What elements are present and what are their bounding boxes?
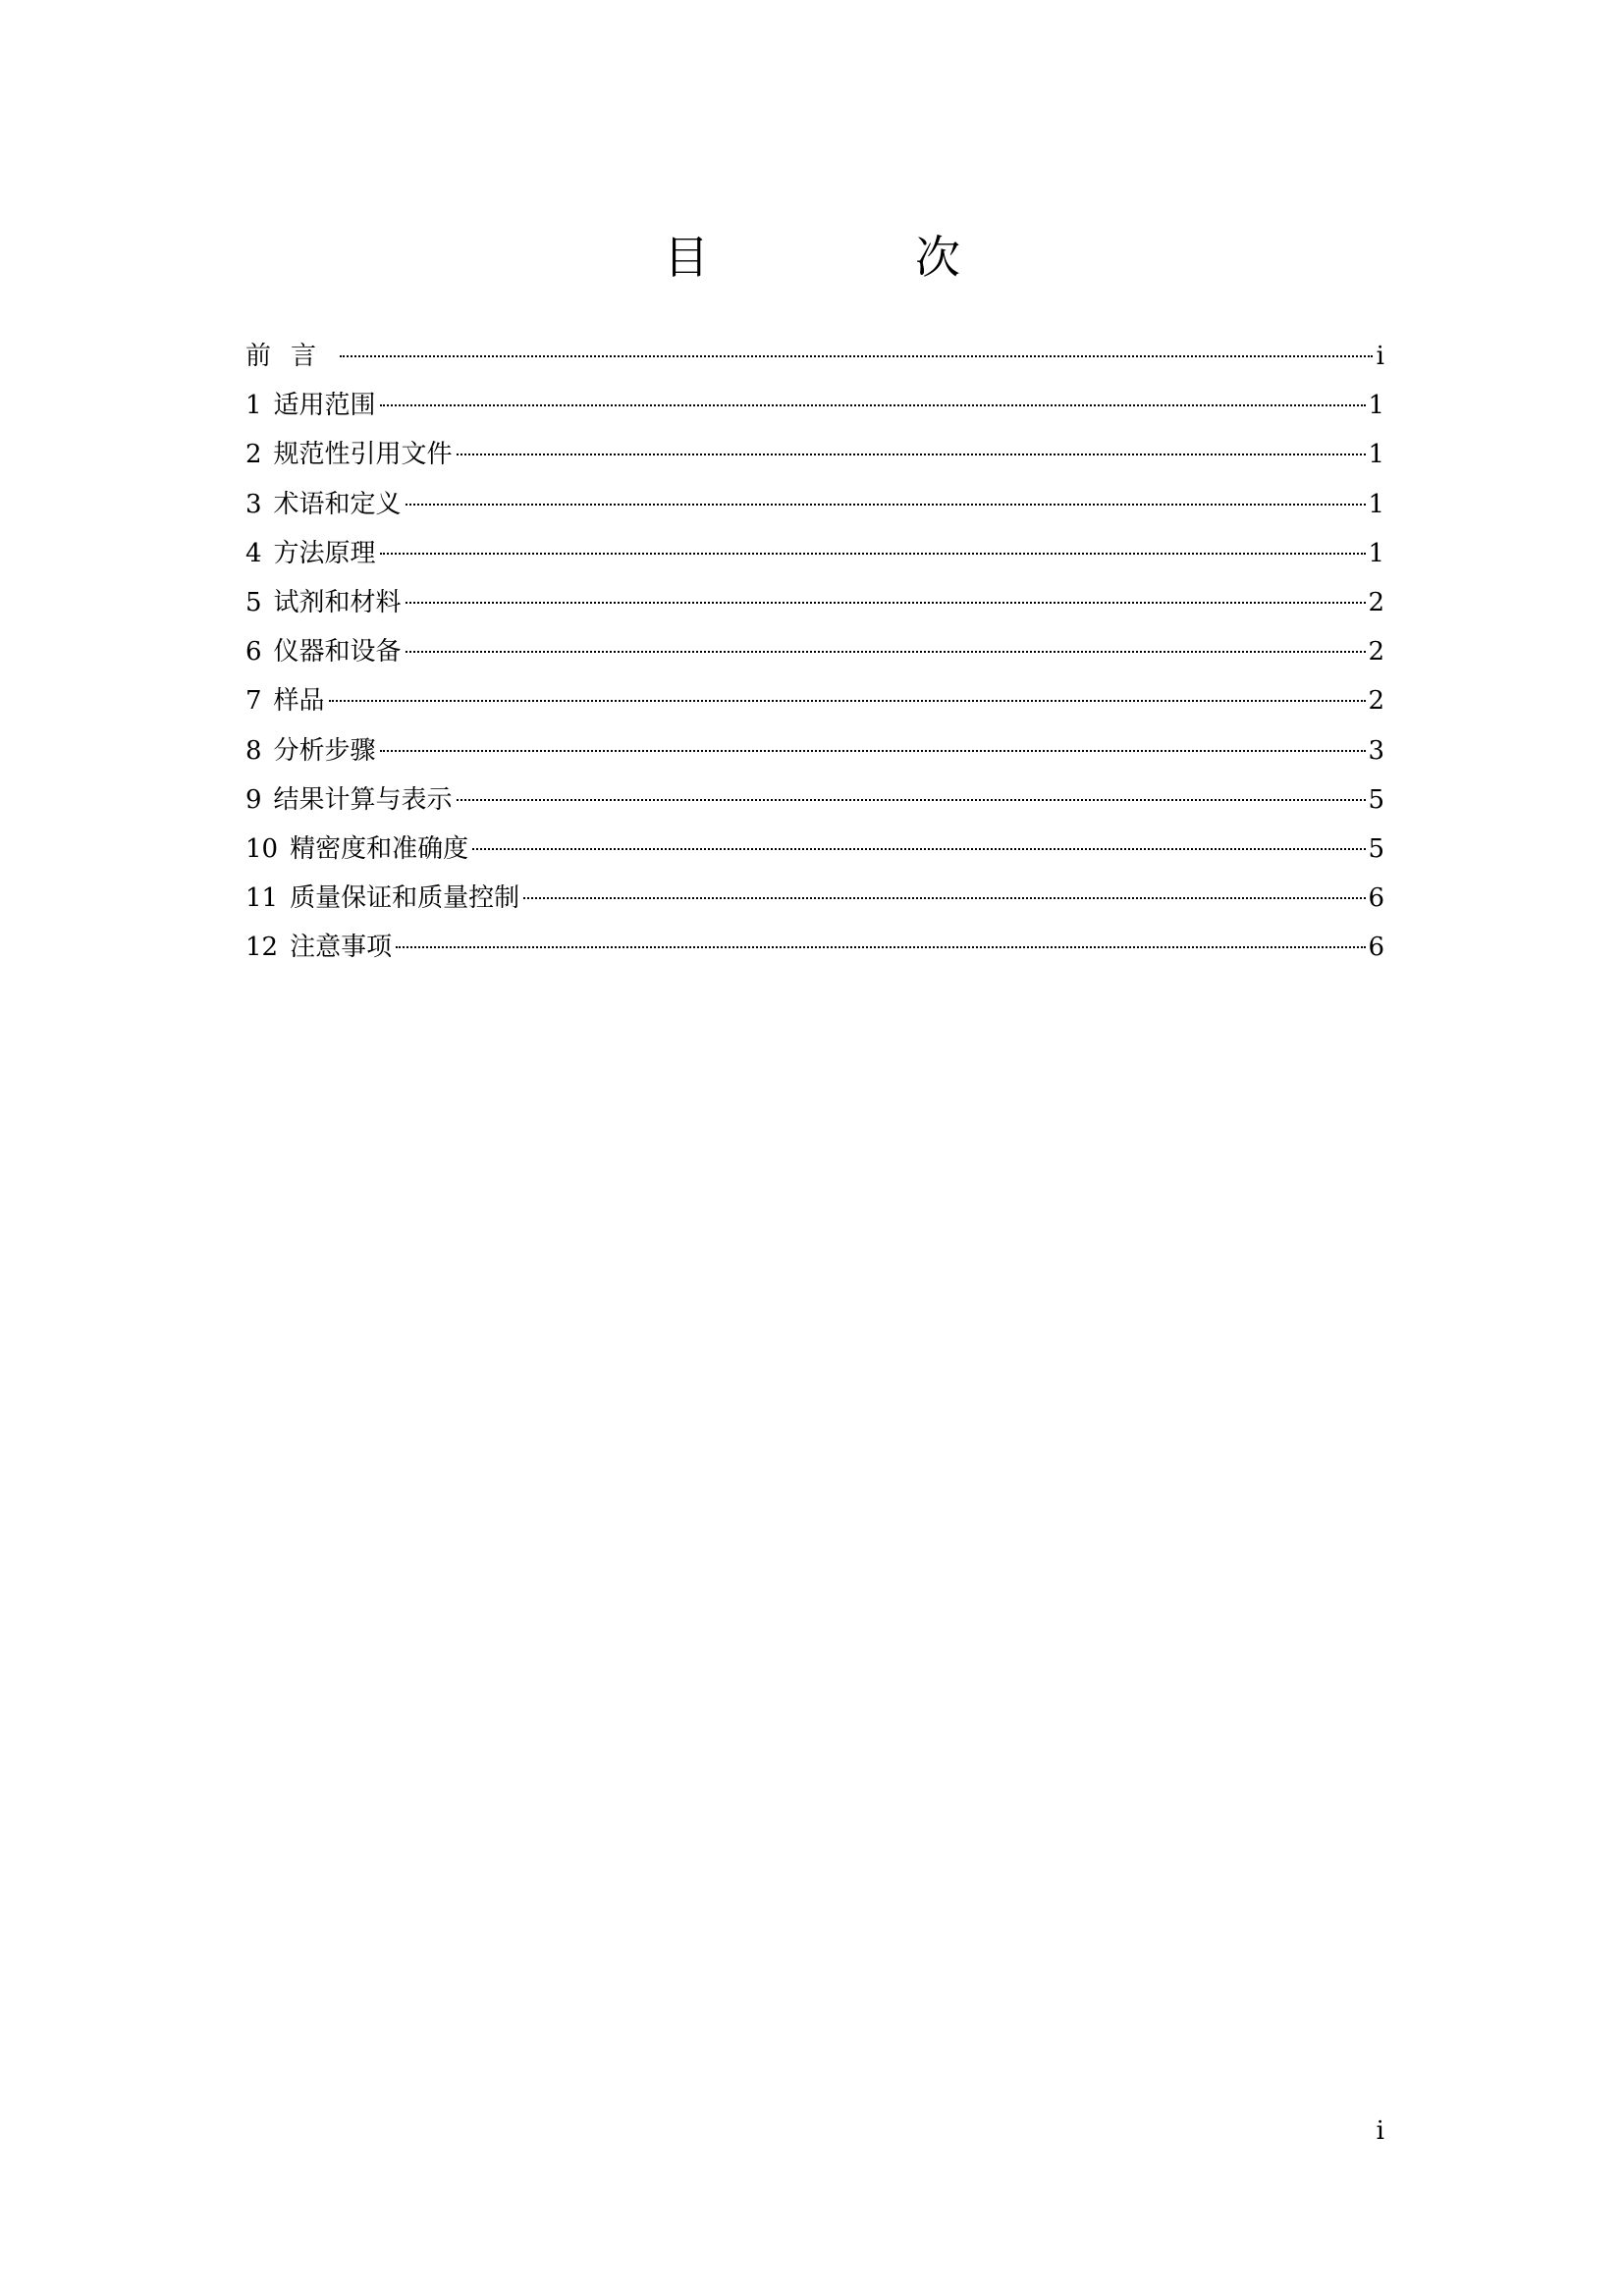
toc-entry-number: 4 [245, 538, 262, 568]
toc-entry-label: 质量保证和质量控制 [290, 883, 520, 914]
toc-entry-5[interactable] [245, 578, 1384, 627]
toc-entry-label: 仪器和设备 [273, 637, 402, 667]
toc-entry-number: 6 [245, 637, 262, 667]
dot-leader [457, 454, 1367, 455]
toc-entry-label: 注意事项 [290, 933, 393, 963]
toc-entry-number: 8 [245, 735, 262, 766]
toc-entry-6[interactable] [245, 627, 1384, 676]
dot-leader [523, 897, 1366, 899]
toc-entry-label: 样品 [273, 686, 325, 717]
toc-entry-page: 1 [1368, 489, 1384, 519]
page-title: 目 次 [664, 231, 1041, 284]
toc-entry-label: 结果计算与表示 [273, 784, 453, 815]
toc-entry-9[interactable] [245, 775, 1384, 825]
toc-entry-page: 3 [1368, 735, 1384, 766]
toc-entry-10[interactable] [245, 825, 1384, 874]
dot-leader [406, 602, 1367, 604]
dot-leader [396, 946, 1366, 948]
toc-entry-page: 6 [1368, 933, 1384, 963]
toc-entry-label: 适用范围 [273, 391, 376, 421]
toc-entry-page: 1 [1368, 440, 1384, 470]
page-number: i [1376, 2116, 1384, 2146]
toc-entry-2[interactable] [245, 430, 1384, 479]
toc-entry-label: 分析步骤 [273, 735, 376, 766]
toc-entry-foreword[interactable] [245, 332, 1384, 381]
dot-leader [380, 404, 1367, 406]
toc-entry-number: 2 [245, 440, 262, 470]
toc-entry-page: 2 [1368, 637, 1384, 667]
toc-entry-number: 5 [245, 587, 262, 617]
dot-leader [406, 504, 1367, 506]
dot-leader [329, 700, 1367, 702]
toc-entry-page: 1 [1368, 538, 1384, 568]
toc-entry-label: 规范性引用文件 [273, 440, 453, 470]
toc-entry-8[interactable] [245, 726, 1384, 775]
toc-entry-page: 5 [1368, 833, 1384, 864]
toc-entry-number: 10 [245, 833, 279, 864]
dot-leader [457, 799, 1367, 801]
toc-entry-label: 试剂和材料 [273, 587, 402, 617]
toc-entry-3[interactable] [245, 480, 1384, 529]
toc-entry-number: 1 [245, 391, 262, 421]
toc-entry-page: 1 [1368, 391, 1384, 421]
toc-entry-11[interactable] [245, 874, 1384, 923]
dot-leader [380, 553, 1367, 555]
toc-entry-label: 术语和定义 [273, 489, 402, 519]
toc-entry-7[interactable] [245, 676, 1384, 725]
toc-entry-number: 12 [245, 933, 279, 963]
dot-leader [472, 848, 1366, 850]
toc-entry-1[interactable] [245, 381, 1384, 430]
toc-entry-number: 9 [245, 784, 262, 815]
toc-entry-page: 6 [1368, 883, 1384, 914]
table-of-contents [245, 332, 1384, 972]
toc-entry-label: 精密度和准确度 [290, 833, 469, 864]
toc-entry-label: 前言 [245, 342, 337, 371]
toc-entry-12[interactable] [245, 923, 1384, 972]
toc-entry-page: 2 [1368, 587, 1384, 617]
toc-entry-label: 方法原理 [273, 538, 376, 568]
dot-leader [380, 750, 1367, 752]
dot-leader [340, 355, 1373, 357]
dot-leader [406, 651, 1367, 653]
toc-entry-number: 11 [245, 883, 279, 914]
toc-entry-number: 7 [245, 686, 262, 717]
toc-entry-page: 5 [1368, 784, 1384, 815]
toc-entry-4[interactable] [245, 529, 1384, 578]
toc-entry-page: i [1376, 342, 1384, 371]
toc-entry-number: 3 [245, 489, 262, 519]
toc-entry-page: 2 [1368, 686, 1384, 717]
